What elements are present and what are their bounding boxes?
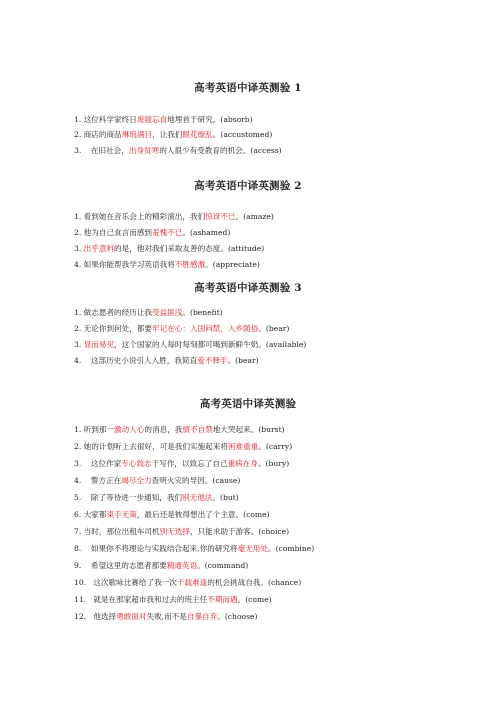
section-title: 高考英语中译英测验 2 (194, 180, 302, 192)
list-item: 3. 在旧社会，出身贫寒的人很少有受教育的机会。(access) (74, 146, 282, 155)
list-item: 10. 这次歌咏比赛给了我一次千载难逢的机会挑战自我。(chance) (74, 578, 302, 587)
list-item: 3. 这位作家专心致志于写作，以致忘了自己重病在身。(bury) (74, 459, 290, 468)
list-item: 5. 除了等待进一步通知，我们别无他法。(but) (74, 493, 239, 502)
section-title: 高考英语中译英测验 1 (194, 82, 302, 94)
list-item: 4. 如果你能帮我学习英语我将不胜感激。(appreciate) (74, 260, 260, 269)
list-item: 9. 希望这里的志愿者都要精通英语。(command) (74, 561, 249, 570)
section-title: 高考英语中译英测验 3 (194, 282, 302, 294)
list-item: 1. 这位科学家终日废寝忘食地埋首于研究。(absorb) (74, 115, 253, 124)
list-item: 4. 警方正在竭尽全力查明火灾的导因。(cause) (74, 476, 241, 485)
list-item: 6. 大家都束手无策，最后还是彼得想出了个主意。(come) (74, 510, 270, 519)
list-item: 3. 出乎意料的是，他对我们采取友善的态度。(attitude) (74, 244, 265, 253)
list-item: 8. 如果你不将理论与实践结合起来,你的研究将毫无用处。(combine) (74, 544, 315, 553)
list-item: 2. 她的计划听上去很好，可是我们实施起来将困难重重。(carry) (74, 442, 293, 451)
list-item: 2. 商店的商品琳琅满目，让我们眼花缭乱。(accustomed) (74, 130, 273, 139)
list-item: 4. 这部历史小说引人入胜，我简直爱不释手。(bear) (74, 356, 259, 365)
list-item: 1. 听到那一激动人心的消息，我情不自禁地大哭起来。(burst) (74, 425, 285, 434)
list-item: 11. 就是在那家超市我和过去的班主任不期而遇。(come) (74, 595, 272, 604)
list-item: 1. 做志愿者的经历让我受益匪浅。(benefit) (74, 308, 223, 317)
list-item: 1. 看到她在音乐会上的精彩演出，我们惊讶不已。(amaze) (74, 212, 274, 221)
list-item: 2. 无论你到何处，都要牢记在心：入国问禁，入乡随俗。(bear) (74, 324, 290, 333)
list-item: 2. 他为自己食言而感到羞愧不已。(ashamed) (74, 228, 231, 237)
list-item: 12. 他选择勇敢面对失败,而不是自暴自弃。(choose) (74, 612, 258, 621)
section-title: 高考英语中译英测验 (199, 398, 297, 410)
list-item: 3. 显而易见，这个国家的人每时每刻都可喝到新鲜牛奶。(available) (74, 340, 307, 349)
list-item: 7. 当时，那位出租车司机别无选择，只能求助于游客。(choice) (74, 527, 290, 536)
